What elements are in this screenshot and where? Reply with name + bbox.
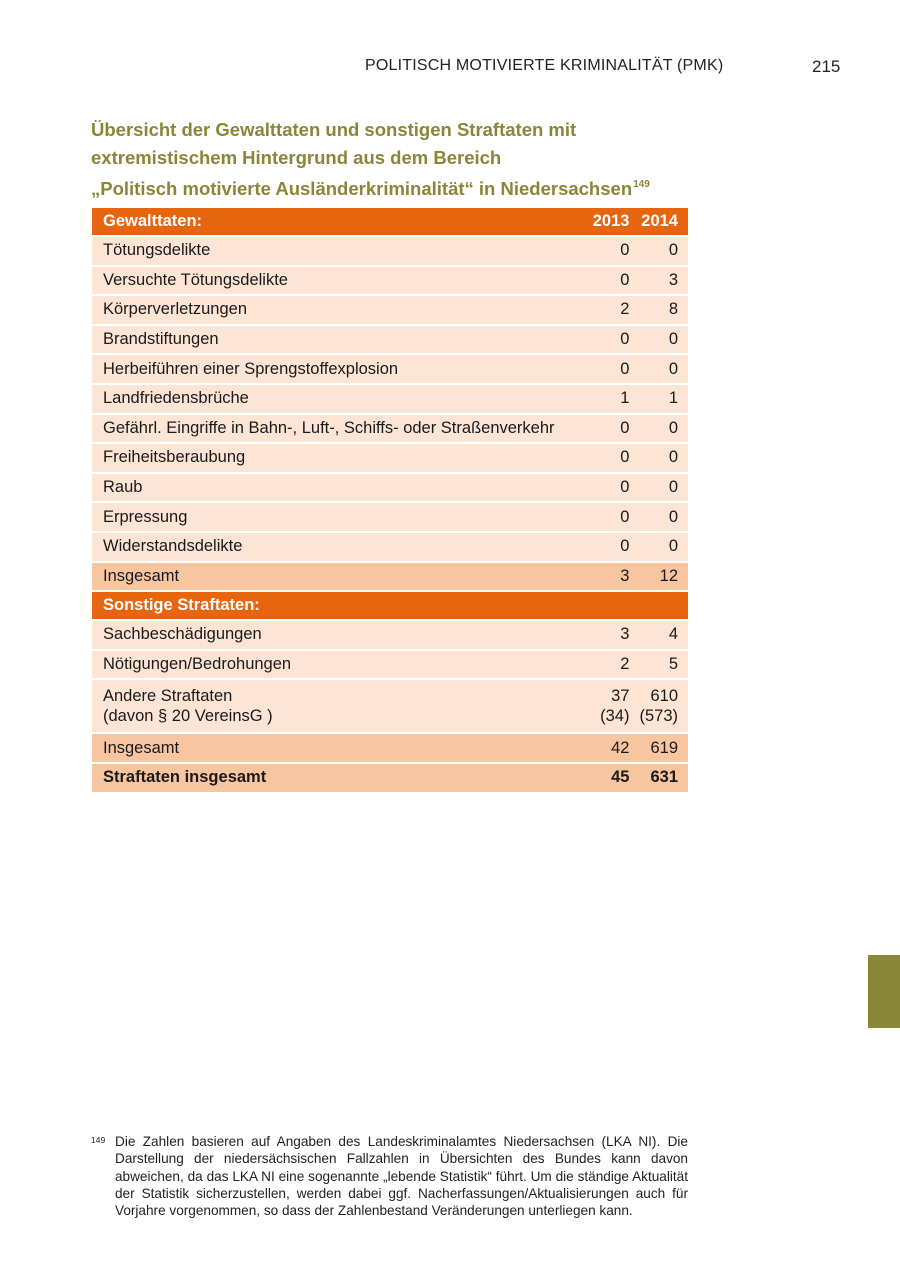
- subtotal-2013: 3: [592, 563, 639, 591]
- row-label: Widerstandsdelikte: [92, 533, 592, 561]
- value-2014: 0: [639, 474, 688, 502]
- table-header-violent: [92, 208, 688, 235]
- value-2014: 3: [639, 267, 688, 295]
- value-2013: 2: [592, 296, 639, 324]
- footnote-marker: 149: [91, 1135, 106, 1145]
- value-2013: 0: [592, 355, 639, 383]
- subtotal-label: Insgesamt: [92, 734, 592, 762]
- row-label: Landfriedensbrüche: [92, 385, 592, 413]
- row-label: Nötigungen/Bedrohungen: [92, 651, 592, 679]
- row-label: Erpressung: [92, 503, 592, 531]
- row-label: Körperverletzungen: [92, 296, 592, 324]
- value-main: 37: [611, 687, 630, 706]
- value-2014: 0: [639, 415, 688, 443]
- value-2013: 0: [592, 474, 639, 502]
- table-row: [92, 326, 688, 354]
- row-label-sub: (davon § 20 VereinsG ): [103, 707, 273, 726]
- value-2014: 0: [639, 533, 688, 561]
- value-2013: 0: [592, 326, 639, 354]
- value-sub: (34): [600, 707, 630, 726]
- value-2013: 0: [592, 237, 639, 265]
- value-2013: 0: [592, 267, 639, 295]
- row-label: Tötungsdelikte: [92, 237, 592, 265]
- table-row: [92, 474, 688, 502]
- subtotal-2014: 12: [639, 563, 688, 591]
- value-2013: 0: [592, 533, 639, 561]
- row-label-main: Andere Straftaten: [103, 687, 233, 706]
- table-row: [92, 296, 688, 324]
- table-row: [92, 533, 688, 561]
- grand-total-label: Straftaten insgesamt: [92, 764, 592, 792]
- row-label: Brandstiftungen: [92, 326, 592, 354]
- value-2014: [639, 680, 688, 732]
- title-line-1: Übersicht der Gewalttaten und sonstigen Straftaten mit: [91, 119, 577, 140]
- table-row: [92, 237, 688, 265]
- value-2014: 0: [639, 355, 688, 383]
- title-line-3: „Politisch motivierte Ausländerkriminalität“ in Niedersachsen: [91, 178, 633, 199]
- table-header-other: [92, 592, 688, 619]
- grand-total-2013: 45: [592, 764, 639, 792]
- value-2013: 0: [592, 415, 639, 443]
- value-2013: 3: [592, 621, 639, 649]
- value-2014: 5: [639, 651, 688, 679]
- table-row: [92, 355, 688, 383]
- table-row: [92, 621, 688, 649]
- table-title: [91, 116, 731, 203]
- table-row-other-offences: [92, 680, 688, 732]
- table-row: [92, 651, 688, 679]
- row-label: Raub: [92, 474, 592, 502]
- crime-statistics-table: [92, 206, 688, 794]
- subtotal-row-violent: [92, 563, 688, 591]
- value-2013: 0: [592, 503, 639, 531]
- footnote-text: Die Zahlen basieren auf Angaben des Landeskriminalamtes Niedersachsen (LKA NI). Die Darstellung der niedersächsischen Fallzahlen in Übersichten des Bundes kann davon abweichen, da das LKA NI eine sogenannte „lebende Statistik“ führt. Um die ständige Aktualität der Statistik sicherzustellen, werden dabei ggf. Nacherfassungen/Aktualisierungen auch für Vorjahre vorgenommen, so dass der Zahlenbestand Veränderungen unterliegen kann.: [115, 1134, 688, 1219]
- value-2014: 4: [639, 621, 688, 649]
- header-label: Gewalttaten:: [92, 208, 592, 235]
- row-label: Herbeiführen einer Sprengstoffexplosion: [92, 355, 592, 383]
- value-2013: 2: [592, 651, 639, 679]
- value-2013: [592, 680, 639, 732]
- table-row: [92, 503, 688, 531]
- table-row: [92, 415, 688, 443]
- row-label: Versuchte Tötungsdelikte: [92, 267, 592, 295]
- value-2014: 0: [639, 503, 688, 531]
- grand-total-2014: 631: [639, 764, 688, 792]
- table-row: [92, 385, 688, 413]
- row-label: Gefährl. Eingriffe in Bahn-, Luft-, Schiffs- oder Straßenverkehr: [92, 415, 592, 443]
- header-year-2014: 2014: [639, 208, 688, 235]
- running-head: POLITISCH MOTIVIERTE KRIMINALITÄT (PMK): [365, 57, 724, 74]
- grand-total-row: [92, 764, 688, 792]
- chapter-tab-marker: [868, 955, 900, 1028]
- subtotal-2013: 42: [592, 734, 639, 762]
- header-year-2013: 2013: [592, 208, 639, 235]
- footnote: [91, 1133, 688, 1219]
- value-2013: 0: [592, 444, 639, 472]
- value-sub: (573): [639, 707, 678, 726]
- row-label: Sachbeschädigungen: [92, 621, 592, 649]
- value-main: 610: [650, 687, 678, 706]
- value-2013: 1: [592, 385, 639, 413]
- subtotal-row-other: [92, 734, 688, 762]
- subtotal-2014: 619: [639, 734, 688, 762]
- table-row: [92, 444, 688, 472]
- footnote-reference[interactable]: 149: [633, 179, 650, 190]
- page-number: 215: [812, 57, 841, 76]
- value-2014: 0: [639, 326, 688, 354]
- value-2014: 0: [639, 444, 688, 472]
- header-empty-cell: [639, 592, 688, 619]
- table-row: [92, 267, 688, 295]
- value-2014: 1: [639, 385, 688, 413]
- header-label: Sonstige Straftaten:: [92, 592, 592, 619]
- row-label: Freiheitsberaubung: [92, 444, 592, 472]
- row-label: [92, 680, 592, 732]
- title-line-2: extremistischem Hintergrund aus dem Bereich: [91, 146, 502, 168]
- value-2014: 8: [639, 296, 688, 324]
- value-2014: 0: [639, 237, 688, 265]
- header-empty-cell: [592, 592, 639, 619]
- subtotal-label: Insgesamt: [92, 563, 592, 591]
